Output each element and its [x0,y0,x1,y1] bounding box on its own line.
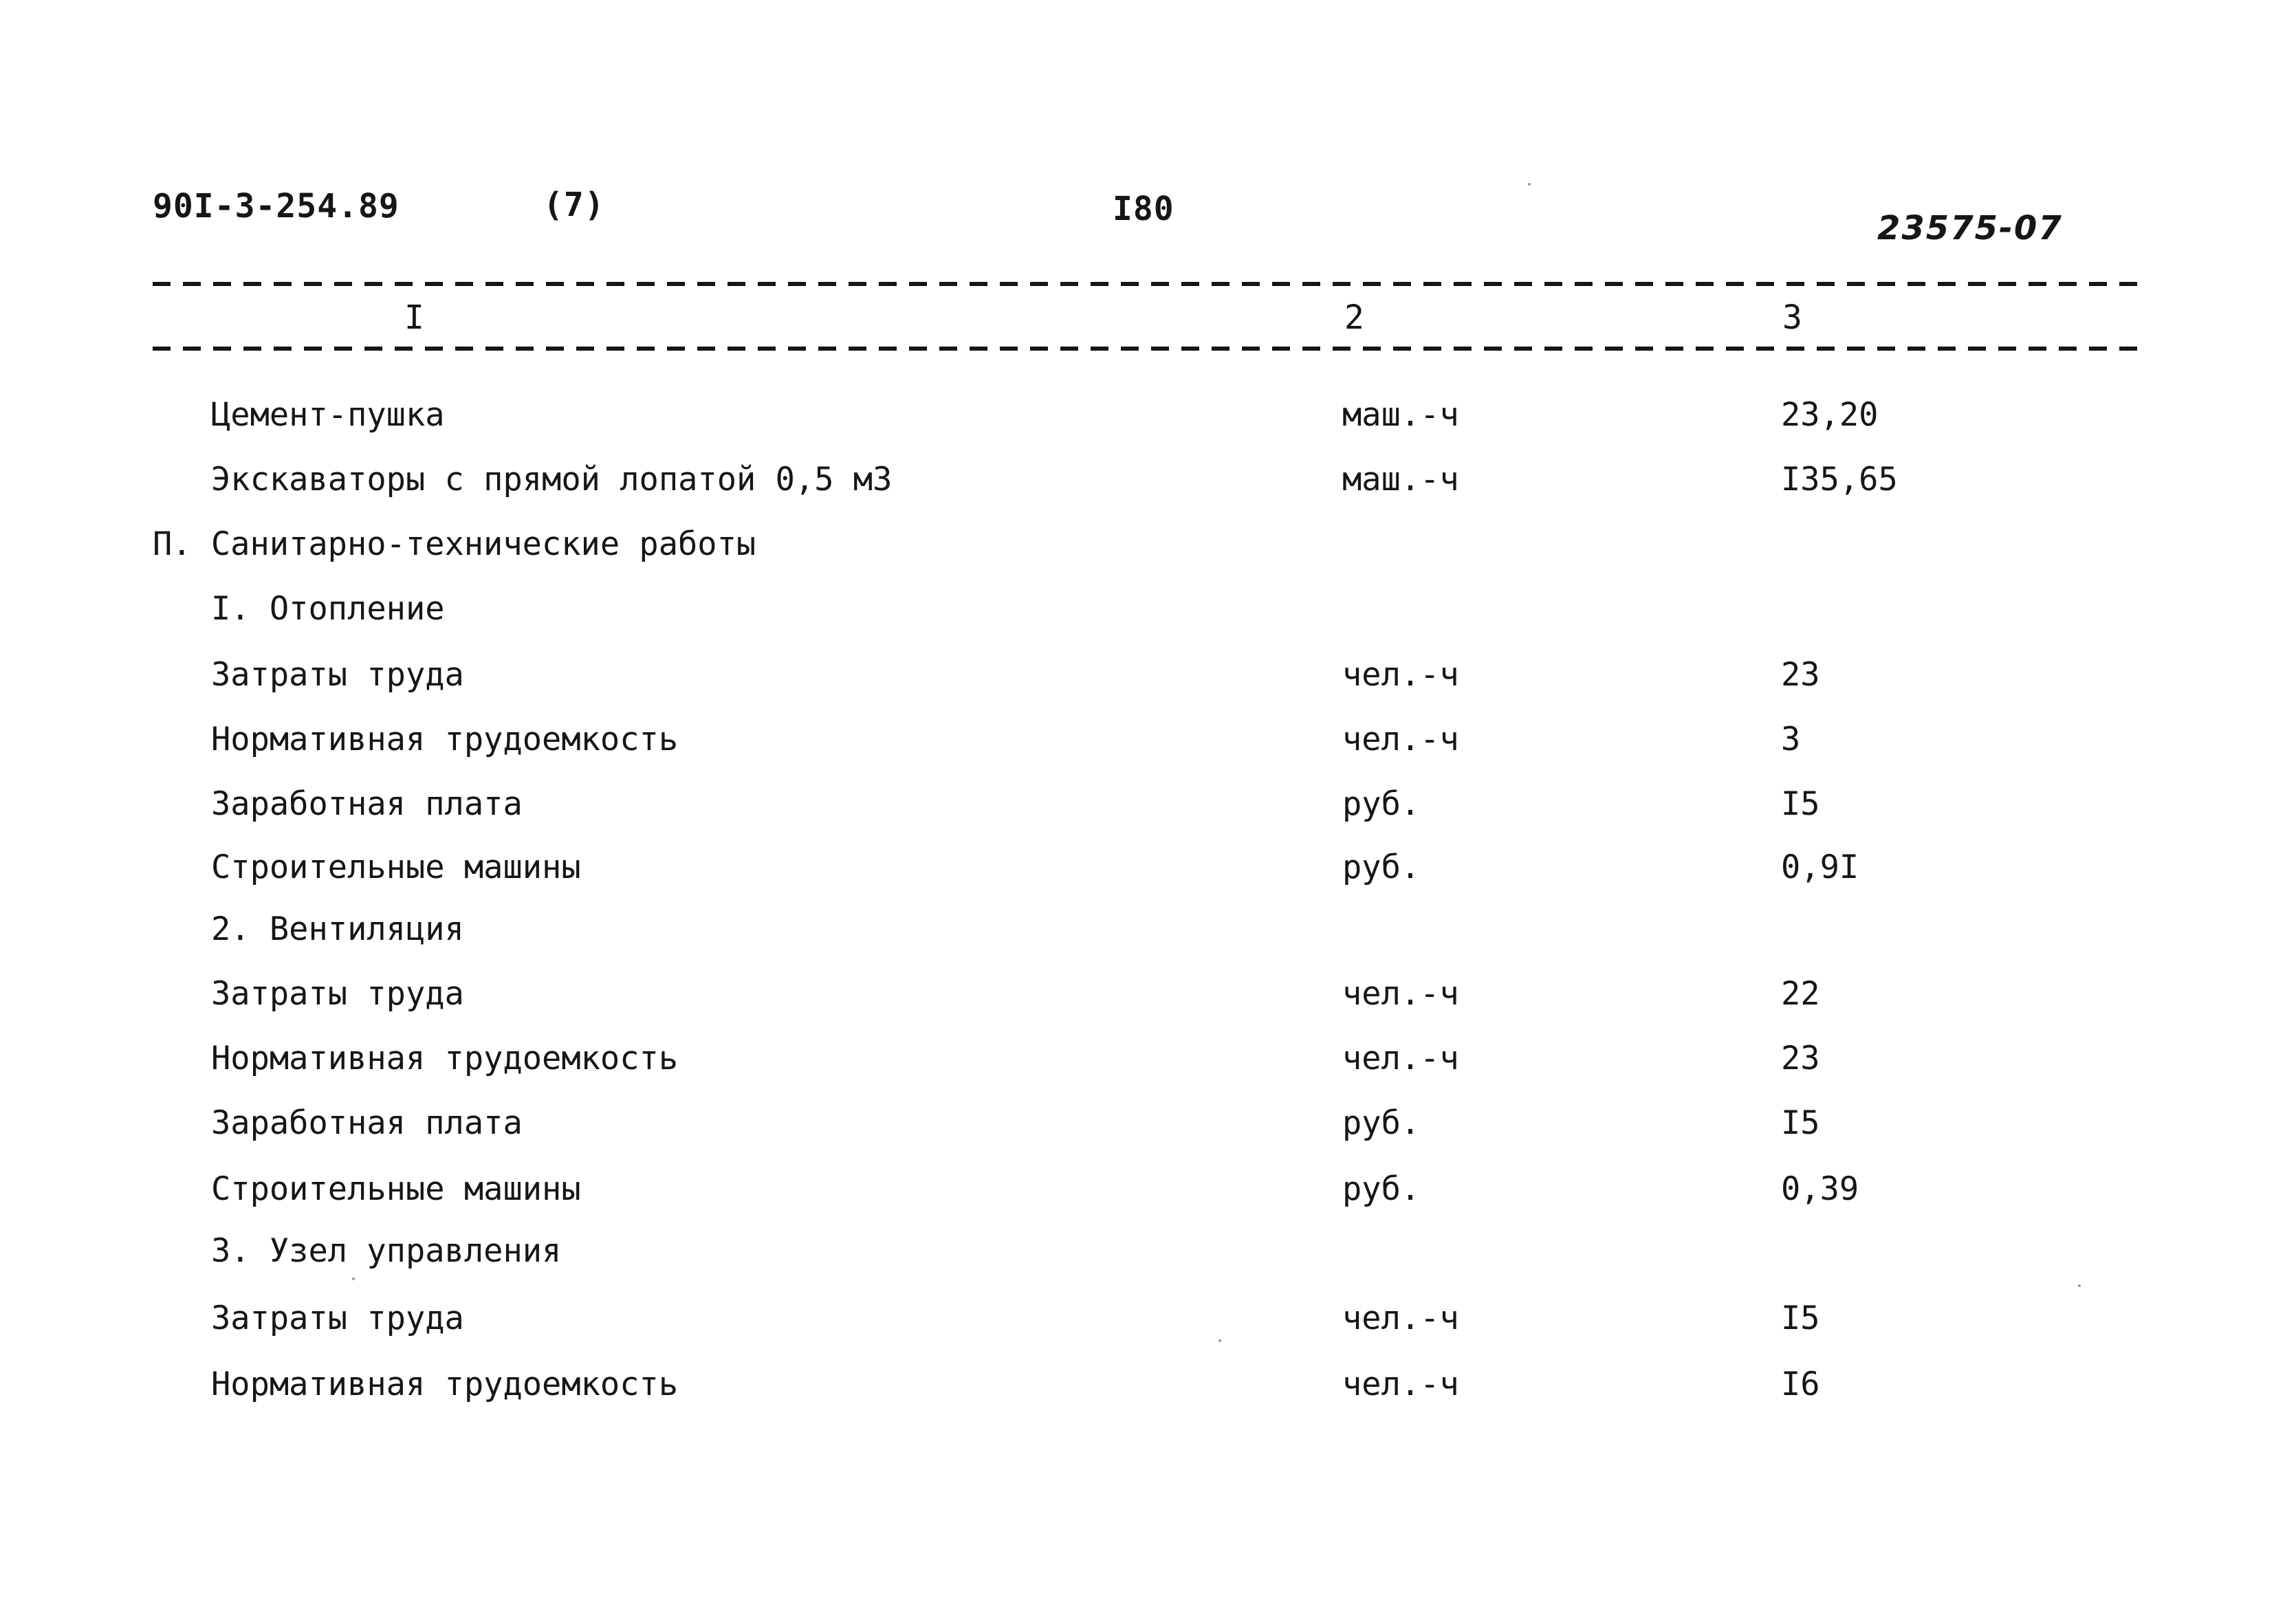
row-unit: чел.-ч [1342,975,1459,1013]
inventory-number: 23575-07 [1877,209,2063,248]
table-row [0,1169,2274,1210]
row-value: 22 [1781,975,1820,1013]
row-unit: маш.-ч [1342,396,1459,434]
row-label: П. Санитарно-технические работы [153,525,756,563]
row-value: 23,20 [1781,396,1879,434]
row-label: Экскаваторы с прямой лопатой 0,5 м3 [211,461,893,498]
row-value: 23 [1781,1040,1820,1077]
row-label: Затраты труда [211,656,464,694]
row-unit: чел.-ч [1342,721,1459,758]
table-row [0,459,2274,501]
row-value: I5 [1781,1299,1820,1337]
row-unit: руб. [1342,1104,1421,1142]
row-value: I35,65 [1781,461,1898,498]
column-number-2: 2 [1344,298,1364,337]
row-value: 3 [1781,721,1801,758]
table-row [0,1103,2274,1144]
scan-speck [2078,1284,2081,1287]
row-value: 0,9I [1781,848,1859,886]
table-row [0,847,2274,888]
row-unit: чел.-ч [1342,656,1459,694]
row-unit: чел.-ч [1342,1299,1459,1337]
table-top-rule [153,282,2145,286]
row-value: I5 [1781,1104,1820,1142]
row-label: 2. Вентиляция [211,910,464,948]
scan-speck [1218,1339,1221,1342]
row-label: Затраты труда [211,975,464,1013]
row-label: Затраты труда [211,1299,464,1337]
subsection-heading [0,589,2274,630]
row-label: 3. Узел управления [211,1232,562,1270]
row-label: Нормативная трудоемкость [211,721,679,758]
table-header-rule [153,347,2145,351]
document-code: 90I-3-254.89 [153,187,400,226]
table-row [0,719,2274,760]
scan-speck [1528,183,1531,186]
row-label: Строительные машины [211,848,581,886]
row-unit: чел.-ч [1342,1040,1459,1077]
row-label: Заработная плата [211,1104,523,1142]
column-number-3: 3 [1782,298,1802,337]
row-label: Строительные машины [211,1170,581,1208]
subsection-heading [0,909,2274,950]
table-row [0,1038,2274,1079]
row-unit: руб. [1342,1170,1421,1208]
table-row [0,784,2274,825]
table-row [0,974,2274,1015]
row-value: 23 [1781,656,1820,694]
row-label: Нормативная трудоемкость [211,1365,679,1403]
table-row [0,655,2274,696]
row-label: I. Отопление [211,590,445,628]
column-number-1: I [404,298,424,337]
row-label: Цемент-пушка [211,396,445,434]
subsection-heading [0,1231,2274,1272]
section-heading [0,524,2274,565]
row-label: Заработная плата [211,785,523,823]
row-unit: руб. [1342,785,1421,823]
row-label: Нормативная трудоемкость [211,1040,679,1077]
row-value: I5 [1781,785,1820,823]
row-value: 0,39 [1781,1170,1859,1208]
row-value: I6 [1781,1365,1820,1403]
page-number: I80 [1113,190,1174,228]
table-row [0,395,2274,436]
row-unit: маш.-ч [1342,461,1459,498]
row-unit: руб. [1342,848,1421,886]
table-row [0,1298,2274,1339]
row-unit: чел.-ч [1342,1365,1459,1403]
scan-speck [352,1277,355,1280]
table-row [0,1364,2274,1405]
sheet-mark: (7) [543,186,605,224]
